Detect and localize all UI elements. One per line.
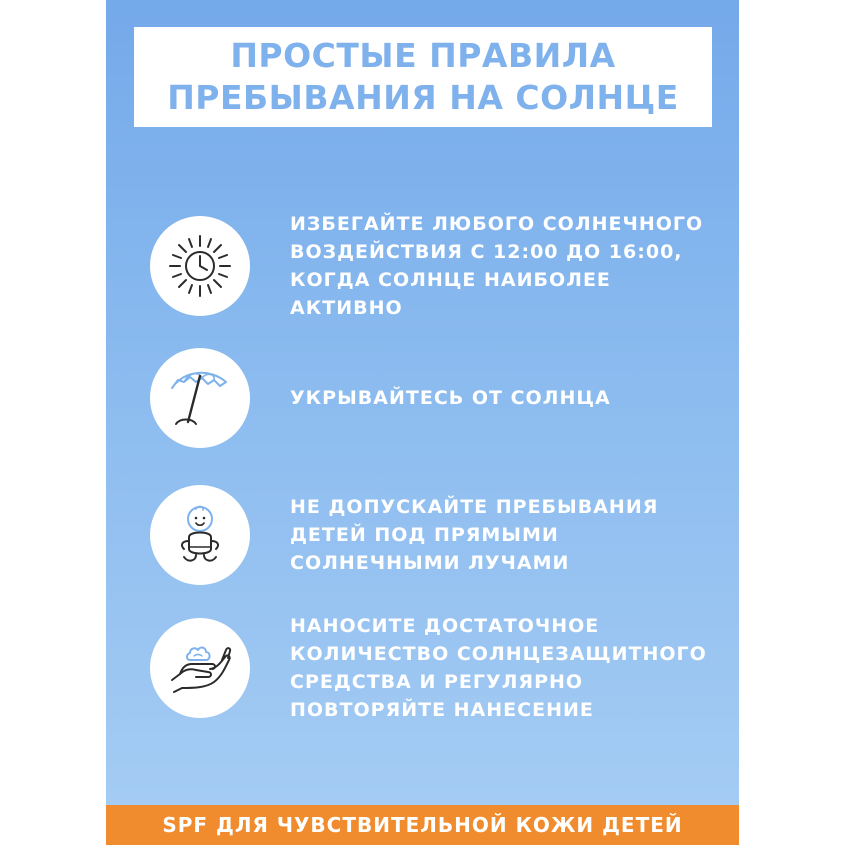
rule-line: ПОВТОРЯЙТЕ НАНЕСЕНИЕ	[290, 699, 594, 721]
hand-cream-icon	[162, 630, 238, 706]
beach-umbrella-icon	[162, 360, 238, 436]
rule-line: ИЗБЕГАЙТЕ ЛЮБОГО СОЛНЕЧНОГО	[290, 213, 704, 235]
rule-line: СРЕДСТВА И РЕГУЛЯРНО	[290, 671, 584, 693]
rule-text	[290, 384, 611, 412]
rule-line: КОЛИЧЕСТВО СОЛНЦЕЗАЩИТНОГО	[290, 643, 707, 665]
rule-avoid-sun	[150, 210, 704, 322]
title-line-1: ПРОСТЫЕ ПРАВИЛА	[230, 36, 616, 75]
rule-children	[150, 485, 670, 585]
rule-line: ДЕТЕЙ ПОД ПРЯМЫМИ	[290, 524, 559, 546]
sun-safety-poster	[106, 0, 739, 845]
icon-circle	[150, 348, 250, 448]
rule-line: АКТИВНО	[290, 297, 403, 319]
rule-line: УКРЫВАЙТЕСЬ ОТ СОЛНЦА	[290, 387, 611, 409]
rule-line: КОГДА СОЛНЦЕ НАИБОЛЕЕ	[290, 269, 611, 291]
icon-circle	[150, 618, 250, 718]
sun-clock-icon	[162, 228, 238, 304]
title-line-2: ПРЕБЫВАНИЯ НА СОЛНЦЕ	[167, 78, 679, 117]
title-box	[134, 27, 712, 127]
icon-circle	[150, 216, 250, 316]
rule-text	[290, 493, 658, 577]
rule-shade	[150, 348, 670, 448]
footer-band	[106, 805, 739, 845]
rule-line: НАНОСИТЕ ДОСТАТОЧНОЕ	[290, 615, 600, 637]
rule-text	[290, 612, 707, 724]
rule-line: НЕ ДОПУСКАЙТЕ ПРЕБЫВАНИЯ	[290, 496, 659, 518]
icon-circle	[150, 485, 250, 585]
rule-line: ВОЗДЕЙСТВИЯ С 12:00 ДО 16:00,	[290, 241, 683, 263]
rule-text	[290, 210, 703, 322]
rule-line: СОЛНЕЧНЫМИ ЛУЧАМИ	[290, 552, 570, 574]
rule-sunscreen	[150, 612, 707, 724]
baby-icon	[162, 497, 238, 573]
footer-text: SPF ДЛЯ ЧУВСТВИТЕЛЬНОЙ КОЖИ ДЕТЕЙ	[162, 813, 683, 837]
